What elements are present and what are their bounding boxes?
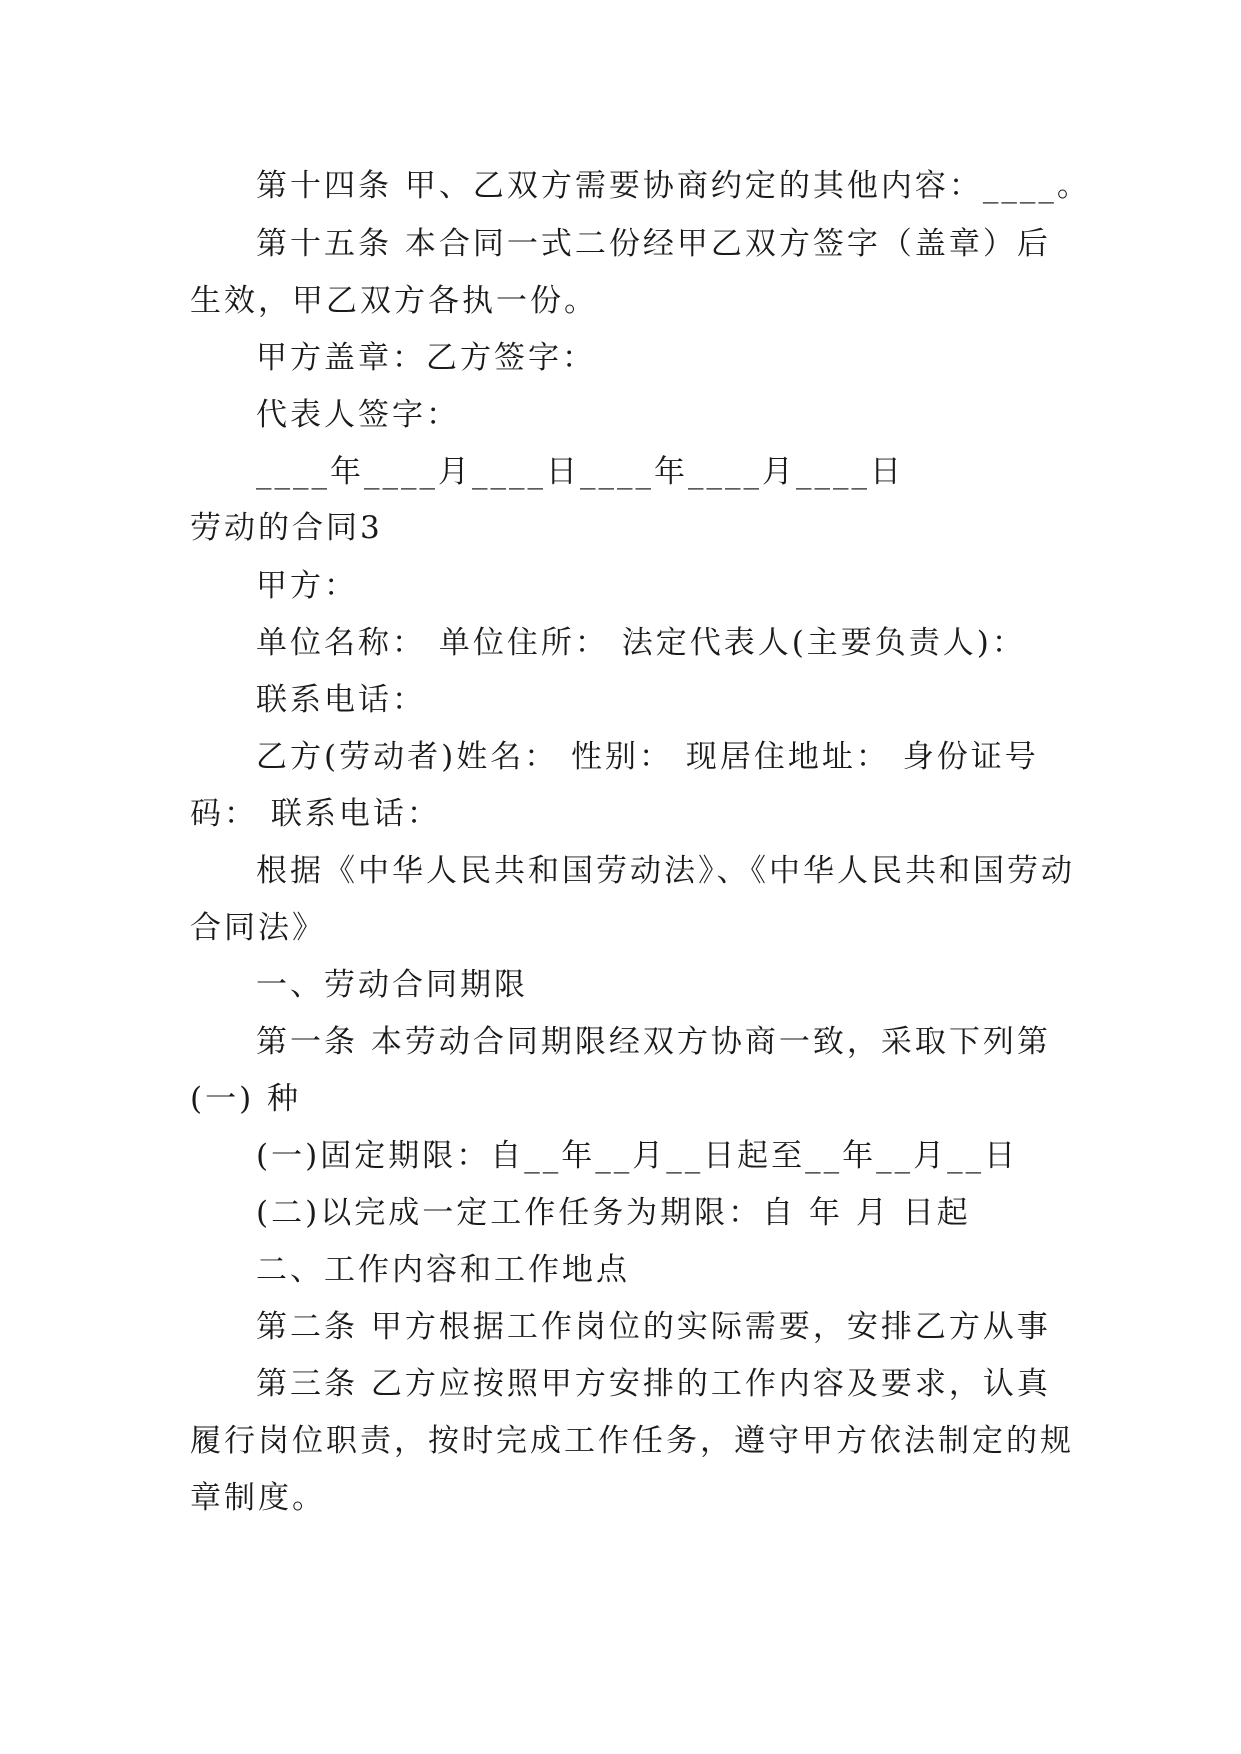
clause-15-line-1: 第十五条 本合同一式二份经甲乙双方签字（盖章）后 (256, 226, 1051, 262)
party-b-fields-line-2: 码： 联系电话： (190, 796, 441, 832)
party-b-fields-line-1: 乙方(劳动者)姓名： 性别： 现居住地址： 身份证号 (256, 739, 1039, 775)
party-a-fields-line: 单位名称： 单位住所： 法定代表人(主要负责人)： (256, 625, 1026, 661)
legal-basis-line-1: 根据《中华人民共和国劳动法》、《中华人民共和国劳动 (256, 853, 1075, 889)
article-3-line-3: 章制度。 (190, 1480, 326, 1516)
clause-14-line: 第十四条 甲、乙双方需要协商约定的其他内容：____。 (256, 168, 1091, 204)
party-a-label: 甲方： (256, 568, 358, 604)
clause-15-line-2: 生效，甲乙双方各执一份。 (190, 283, 598, 319)
section-title: 劳动的合同3 (190, 510, 383, 546)
signature-party-line: 甲方盖章：乙方签字： (256, 340, 596, 376)
legal-basis-line-2: 合同法》 (190, 910, 326, 946)
party-a-phone-line: 联系电话： (256, 682, 426, 718)
chapter-2-heading: 二、工作内容和工作地点 (256, 1252, 630, 1288)
representative-signature-line: 代表人签字： (256, 397, 460, 433)
task-term-line: (二)以完成一定工作任务为期限：自 年 月 日起 (256, 1195, 971, 1231)
fixed-term-line: (一)固定期限：自__年__月__日起至__年__月__日 (256, 1138, 1019, 1174)
article-1-line-1: 第一条 本劳动合同期限经双方协商一致，采取下列第 (256, 1024, 1051, 1060)
article-3-line-2: 履行岗位职责，按时完成工作任务，遵守甲方依法制定的规 (190, 1423, 1074, 1459)
article-1-line-2: (一) 种 (190, 1081, 302, 1117)
date-blanks-line: ____年____月____日____年____月____日 (256, 454, 904, 490)
chapter-1-heading: 一、劳动合同期限 (256, 967, 528, 1003)
article-2-line: 第二条 甲方根据工作岗位的实际需要，安排乙方从事 (256, 1309, 1051, 1345)
article-3-line-1: 第三条 乙方应按照甲方安排的工作内容及要求，认真 (256, 1366, 1051, 1402)
